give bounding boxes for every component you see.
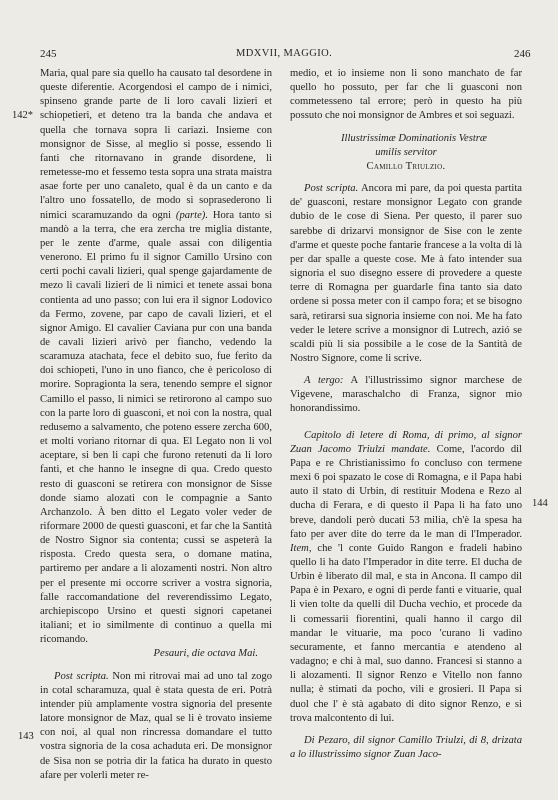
signature: Camillo Triulzio.	[366, 160, 446, 172]
letter-body-paragraph: Maria, qual pare sia quello ha causato tal desordene in queste diferentie. Acorgendosi el campo de i nimici, spinseno grande parte de li loro cavali lizieri et schiopetieri, et deteno tra la banda che andava et quella che tornava sopra li cariazi. Insieme con monsignor de Sisse, al meglio si posse, essendo li fanti che ritornavano in grande disordene, li remetesse-mo et fessemo testa sopra una strata maistra asae forte per uno canaleto, qual è da un canto e da l'altro uno fossatello, de modo si soprasederono li nimici scaramuzando da ogni (parte). Hora tanto si mandò a la terra, che era zercha tre miglia distante, per le zente d'arme, quale assai con diligentia venerono. El primo fu il signor Camillo Ursino con certi pochi cavali lizieri, qual spenge gajardamente de mezo li cavali lizieri de li nimici et tenete assai bona contienta ad uno passo; con lui era il signor Lodovico da Fermo, zovene, par capo de cavali lizieri, et el signor Amigo. El cavalier Caviana pur con una banda de cavali lizieri arivò per fiancho, vedendo la scaramuza atachata, fece el debito suo, fue ferito da doi schiopeti, l'uno in uno fianco, che è pericoloso di morire. Sopragionta la sera, tenendo sempre el signor Camillo el passo, li nimici se retirorono al campo suo con la parte loro di guasconi, et noi con la nostra, qual redusemo a salvamento, che poteno essere zercha 600, et molti voriano ritornar di qua. El Legato non li vol aceptare, si ben li capi che furono retenuti da li loro fanti, et che hanno le insegne di qua. Credo questo resto di guasconi se retirera con monsignor de Sisse donde siamo alozati con le compagnie a Santo Archanzolo. À ben ditto el Legato voler veder de riformare 2000 de questi guasconi, et far che la Santità de Nostro Signor sia contenta; cussì se aspeterà la risposta. Credo questa sera, o domane matina, partiremo per andare a li alozamenti nostri. Non altro per el presente mi occorre scriver a vostra signoria, falle raccomandatione del reverendissimo Legato, archiepiscopo Ursino et questi signori capetanei italiani; et io similmente di continuo a quella mi ricomando.	[40, 68, 272, 646]
chapter-paragraph: Capitolo di letere di Roma, di primo, al signor Zuan Jacomo Triulzi mandate. Come, l'acordo dil Papa e re Christianissimo fo concluso con termene mexi 6 poi spazato le cose di Romagna, e il Papa habi auto il stato di Urbin, di restituir Modena e Rezo al ducha di Ferara, e di questo il Papa li ha fato uno breve, dandoli però ducati 53 milia, ch'è la spesa ha fato per aver dite do terre da le man di l'Imperador. Item, che 'l conte Guido Rangon e fradeli habino quello li ha dato l'Imperador in dite terre. El ducha de Urbin è liberato dil mal, e sta in Ancona. Il campo dil Papa è in Pexaro, e ogni dì perde fanti e vituarie, qual li vien tolte da quelli dil Ducha vechio, et procede da li comessarii fiorentini, quali hanno il cargo dil mandar le vituarie, ma poco 'curano li vadino securamente, et fanno mercantia e atendeno al vadagno; e chi à mal, suo danno. Francesi si stanno a li alozamenti. Il signor Renzo e Vitello non fanno nulla; è stimati da pocho, vili e grosieri. Il Papa si duol che l' è stà agabato di dito signor Renzo, e si trova malcontento di lui.	[290, 429, 523, 724]
margin-note-143: 143	[18, 731, 34, 742]
margin-note-144: 144	[532, 498, 548, 509]
closing-formula: Illustrissimæ Dominationis Vestræ	[341, 132, 487, 144]
postscript-paragraph: Post scripta. Ancora mi pare, da poi questa partita de' guasconi, restare monsignor Legato con grande dubio de le cose di Siena. Per questo, il parer suo sarebbe di drizarvi monsignor de Sise con le zente d'arme et queste poche fantarie francese a la volta di là per dar spalle a queste cose. Me à fato intender sua signoria el suo disegno essere di provedere a queste terre di Romagna per guardarle fina tanto sia dato ordene si possa meter con il campo fora; et se bisogno sarà, retirarsi sua signoria insieme con noi. Me ha fato veder le letere scrive a monsignor di Lutrech, azió se scaldi più li sia possibile a le cose de la Santità de Nostro Signore, come li scrive.	[290, 183, 522, 364]
closing-servitor: umilis servitor	[375, 146, 437, 158]
left-column	[40, 67, 272, 783]
running-head	[0, 48, 558, 62]
page-number-right: 246	[514, 48, 531, 60]
continued-paragraph: medio, et io insieme non li sono manchato de far quello ho possuto, per far che li guasconi non commetesseno tal errore; però in questo ha più possuto che noi monsignor de Ambres et soi seguazi.	[290, 68, 522, 122]
next-letter-heading: Di Pezaro, dil signor Camillo Triulzi, di 8, drizata a lo illustrissimo signor Zuan Jaco-	[290, 734, 522, 761]
page-number-left: 245	[40, 48, 57, 60]
running-title: MDXVII, MAGGIO.	[236, 48, 333, 59]
dateline: Pesauri, die octava Mai.	[153, 648, 258, 660]
address-paragraph: A tergo: A l'illustrissimo signor marchese de Vigevene, maraschalcho di Franza, signor mio honorandissimo.	[290, 375, 522, 415]
postscript-paragraph: Post scripta. Non mi ritrovai mai ad uno tal zogo in cotal scharamuza, qual è stata questa de eri. Potrà intender più amplamente vostra signoria del presente latore monsignor de Maz, qual se li è trovato insieme con noi, al qual non rincressa domandare el tutto vostra signoria de la cosa achaduta eri. De monsignor de Sisa non se potria dir la fatica ha durato in questo afare per volerli meter re-	[40, 670, 273, 781]
right-column	[290, 67, 522, 762]
margin-note-142: 142*	[12, 110, 33, 121]
